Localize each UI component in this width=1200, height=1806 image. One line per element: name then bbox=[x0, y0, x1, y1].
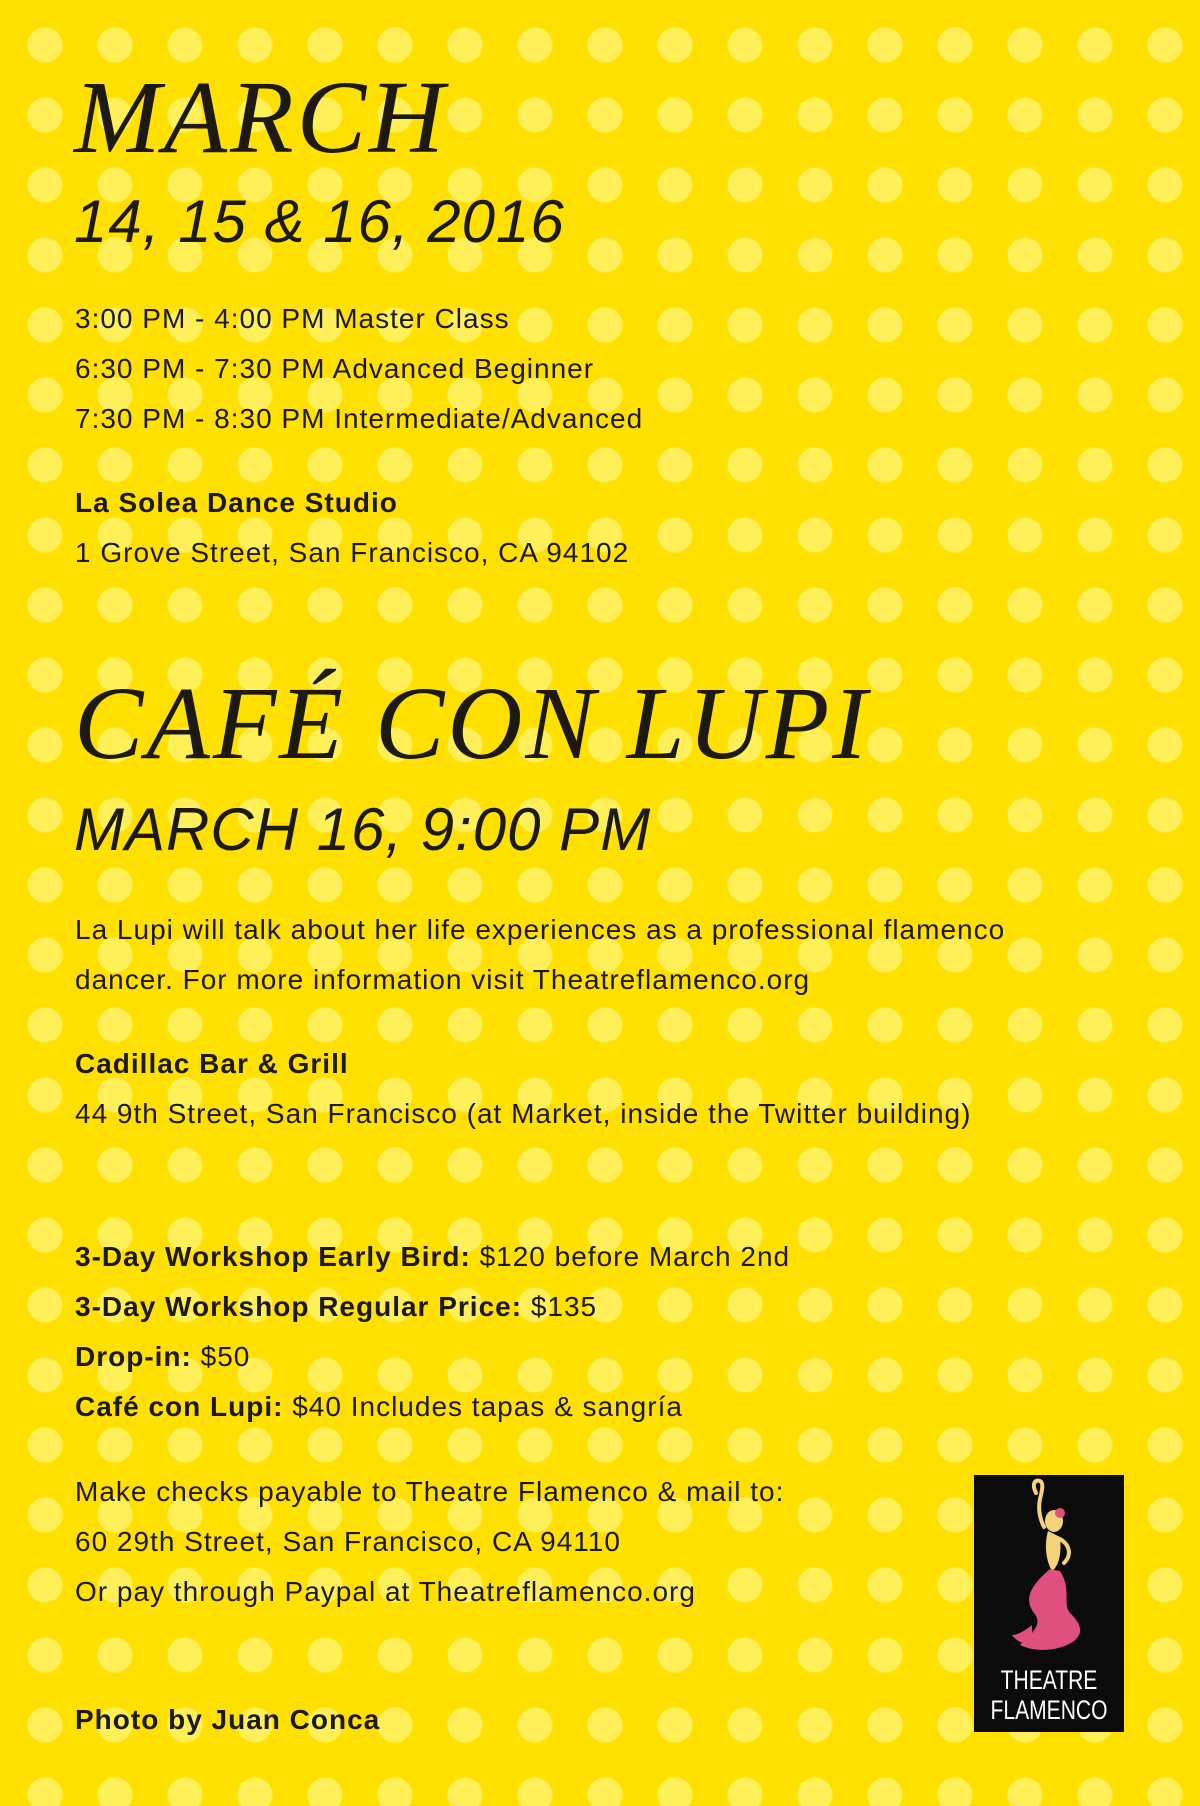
schedule-item-advanced-beginner: 6:30 PM - 7:30 PM Advanced Beginner bbox=[75, 353, 595, 384]
cafe-description-line-2: dancer. For more information visit Theatreflamenco.org bbox=[75, 964, 811, 995]
price-drop-in bbox=[75, 1343, 250, 1371]
photo-credit: Photo by Juan Conca bbox=[75, 1704, 381, 1735]
price-regular-label: 3-Day Workshop Regular Price: bbox=[75, 1291, 523, 1322]
workshop-venue-name: La Solea Dance Studio bbox=[75, 487, 398, 518]
payment-line-address: 60 29th Street, San Francisco, CA 94110 bbox=[75, 1526, 621, 1557]
payment-line-checks: Make checks payable to Theatre Flamenco & mail to: bbox=[75, 1476, 785, 1507]
cafe-title: CAFÉ CON LUPI bbox=[74, 666, 870, 781]
cafe-venue-name: Cadillac Bar & Grill bbox=[75, 1048, 349, 1079]
cafe-venue-address: 44 9th Street, San Francisco (at Market, inside the Twitter building) bbox=[75, 1098, 972, 1129]
price-cafe-label: Café con Lupi: bbox=[75, 1391, 284, 1422]
cafe-datetime: MARCH 16, 9:00 PM bbox=[74, 796, 652, 863]
schedule-item-master-class: 3:00 PM - 4:00 PM Master Class bbox=[75, 303, 510, 334]
price-early-bird bbox=[75, 1243, 790, 1271]
workshop-venue-address: 1 Grove Street, San Francisco, CA 94102 bbox=[75, 537, 630, 568]
price-early-bird-value: $120 before March 2nd bbox=[479, 1241, 791, 1272]
price-regular-value: $135 bbox=[530, 1291, 598, 1322]
price-cafe-value: $40 Includes tapas & sangría bbox=[292, 1391, 683, 1422]
workshop-dates: 14, 15 & 16, 2016 bbox=[74, 188, 565, 255]
price-regular bbox=[75, 1293, 597, 1321]
theatre-flamenco-logo bbox=[974, 1475, 1124, 1732]
price-cafe bbox=[75, 1393, 683, 1421]
workshop-title: MARCH bbox=[74, 60, 448, 175]
schedule-item-intermediate-advanced: 7:30 PM - 8:30 PM Intermediate/Advanced bbox=[75, 403, 644, 434]
price-early-bird-label: 3-Day Workshop Early Bird: bbox=[75, 1241, 471, 1272]
payment-line-paypal: Or pay through Paypal at Theatreflamenco.org bbox=[75, 1576, 696, 1607]
price-drop-in-label: Drop-in: bbox=[75, 1341, 192, 1372]
logo-text-line-2: FLAMENCO bbox=[990, 1695, 1108, 1725]
price-drop-in-value: $50 bbox=[200, 1341, 251, 1372]
cafe-description-line-1: La Lupi will talk about her life experiences as a professional flamenco bbox=[75, 914, 1006, 945]
flamenco-dancer-icon bbox=[974, 1475, 1124, 1665]
logo-text-line-1: THEATRE bbox=[1000, 1665, 1098, 1695]
